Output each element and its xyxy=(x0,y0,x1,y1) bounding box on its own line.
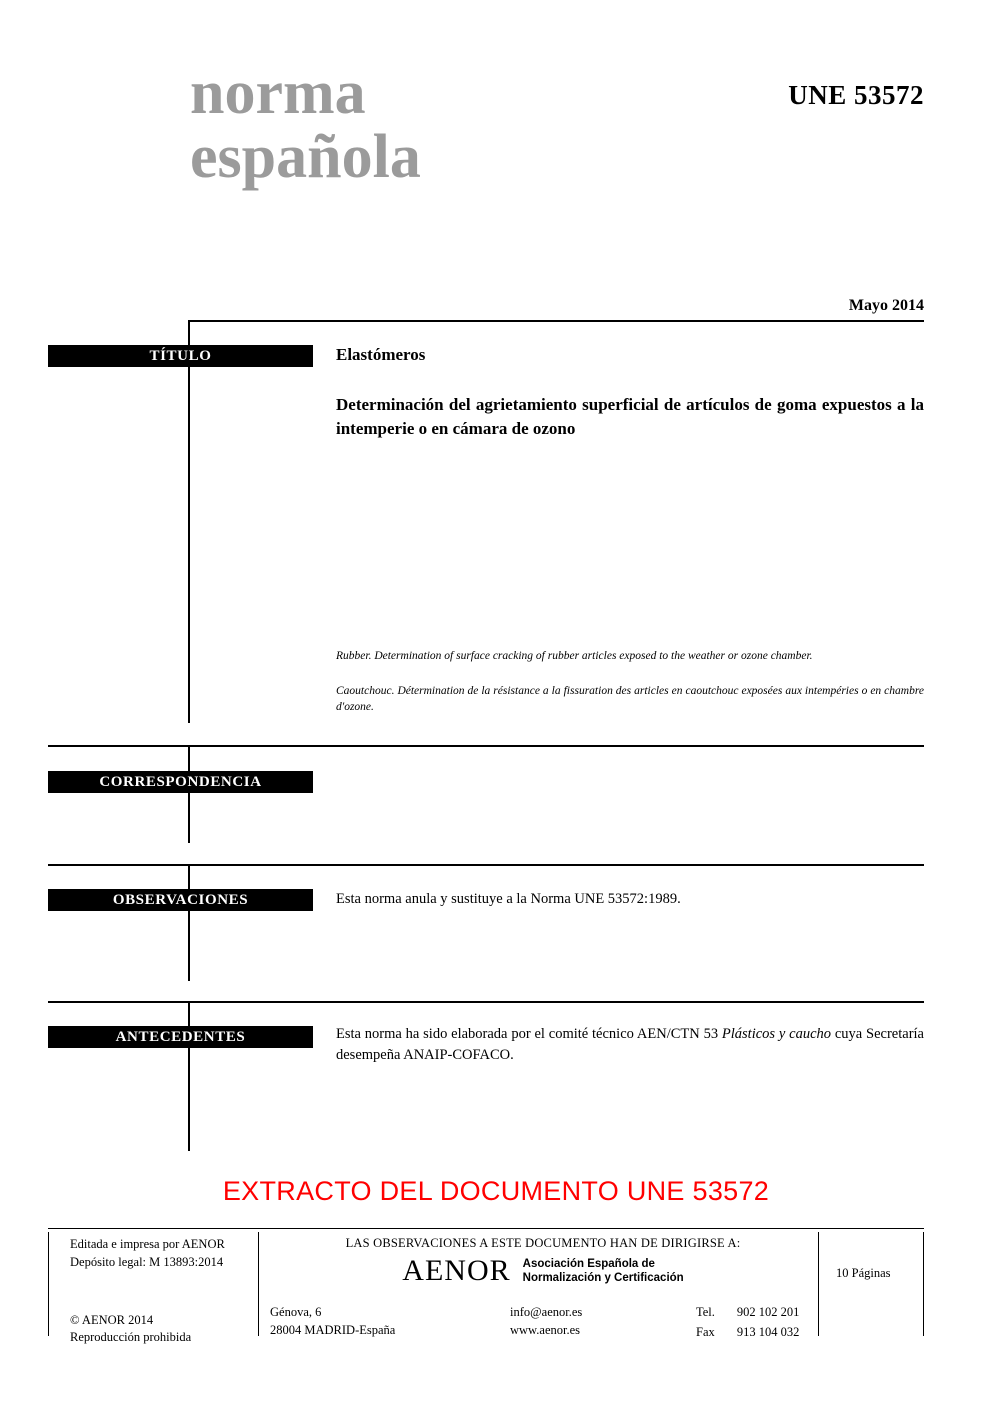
observaciones-text: Esta norma anula y sustituye a la Norma UNE 53572:1989. xyxy=(336,891,681,907)
rule-top-title xyxy=(190,320,924,322)
footer-legal-deposit: Depósito legal: M 13893:2014 xyxy=(70,1254,224,1269)
footer-address-line-2: 28004 MADRID-España xyxy=(270,1322,396,1337)
footer xyxy=(48,1228,924,1345)
vline-antecedentes xyxy=(188,1001,190,1151)
masthead xyxy=(190,59,790,191)
footer-website[interactable]: www.aenor.es xyxy=(510,1322,581,1337)
footer-contact-web xyxy=(510,1304,582,1340)
footer-left-block xyxy=(70,1236,260,1347)
rule-antecedentes xyxy=(48,1001,924,1003)
footer-address-line-1: Génova, 6 xyxy=(270,1305,322,1319)
title-section-content xyxy=(336,345,924,441)
section-tag-antecedentes: ANTECEDENTES xyxy=(48,1026,313,1048)
title-french: Caoutchouc. Détermination de la résistance a la fissuration des articles en caoutchouc exposées aux intempéries o en chambre d'ozone. xyxy=(336,684,924,714)
title-subject: Elastómeros xyxy=(336,345,426,364)
alt-titles xyxy=(336,648,924,716)
footer-fax-label: Fax xyxy=(696,1324,715,1339)
vline-correspondencia xyxy=(188,745,190,843)
footer-page-count: 10 Páginas xyxy=(836,1266,891,1280)
publication-date: Mayo 2014 xyxy=(848,297,924,314)
vline-title xyxy=(188,320,190,723)
section-tag-observaciones: OBSERVACIONES xyxy=(48,889,313,911)
footer-reproduction: Reproducción prohibida xyxy=(70,1330,192,1345)
extract-banner: EXTRACTO DEL DOCUMENTO UNE 53572 xyxy=(222,1176,770,1206)
footer-phone-block xyxy=(696,1304,799,1344)
title-english: Rubber. Determination of surface cracking of rubber articles exposed to the weather or ozone chamber. xyxy=(336,650,813,662)
masthead-line-2: española xyxy=(190,122,421,191)
antecedentes-committee-name: Plásticos y caucho xyxy=(721,1026,832,1042)
aenor-logo-subtitle xyxy=(523,1257,684,1286)
aenor-logo-wordmark: AENOR xyxy=(402,1254,511,1287)
section-tag-correspondencia: CORRESPONDENCIA xyxy=(48,771,313,793)
standard-reference-code: UNE 53572 xyxy=(788,80,924,110)
footer-tel-label: Tel. xyxy=(696,1305,715,1319)
footer-email[interactable]: info@aenor.es xyxy=(510,1305,583,1319)
footer-separator-right xyxy=(923,1232,924,1336)
footer-edited-by: Editada e impresa por AENOR xyxy=(70,1237,225,1251)
footer-copyright: © AENOR 2014 xyxy=(70,1312,154,1327)
rule-observaciones xyxy=(48,864,924,866)
observaciones-content xyxy=(336,889,924,910)
footer-separator-2 xyxy=(818,1232,819,1336)
footer-address xyxy=(270,1304,395,1340)
rule-correspondencia xyxy=(48,745,924,747)
title-main: Determinación del agrietamiento superficial de artículos de goma expuestos a la intemperie o en cámara de ozono xyxy=(336,395,924,438)
aenor-logo-subtitle-line2: Normalización y Certificación xyxy=(522,1272,684,1284)
vline-observaciones xyxy=(188,864,190,981)
aenor-logo xyxy=(328,1254,758,1288)
aenor-logo-subtitle-line1: Asociación Española de xyxy=(522,1257,655,1270)
section-tag-titulo: TÍTULO xyxy=(48,345,313,367)
antecedentes-content xyxy=(336,1024,924,1066)
antecedentes-text-before: Esta norma ha sido elaborada por el comité técnico AEN/CTN 53 xyxy=(336,1026,722,1042)
footer-observations-notice: LAS OBSERVACIONES A ESTE DOCUMENTO HAN DE DIRIGIRSE A: xyxy=(345,1236,741,1250)
antecedentes-text xyxy=(336,1024,924,1066)
antecedentes-text-after: cuya Secretaría desempeña ANAIP-COFACO. xyxy=(336,1026,924,1064)
footer-tel-value: 902 102 201 xyxy=(736,1305,800,1319)
footer-separator-left xyxy=(48,1232,49,1336)
footer-fax-value: 913 104 032 xyxy=(736,1324,800,1339)
masthead-line-1: norma xyxy=(190,59,366,127)
